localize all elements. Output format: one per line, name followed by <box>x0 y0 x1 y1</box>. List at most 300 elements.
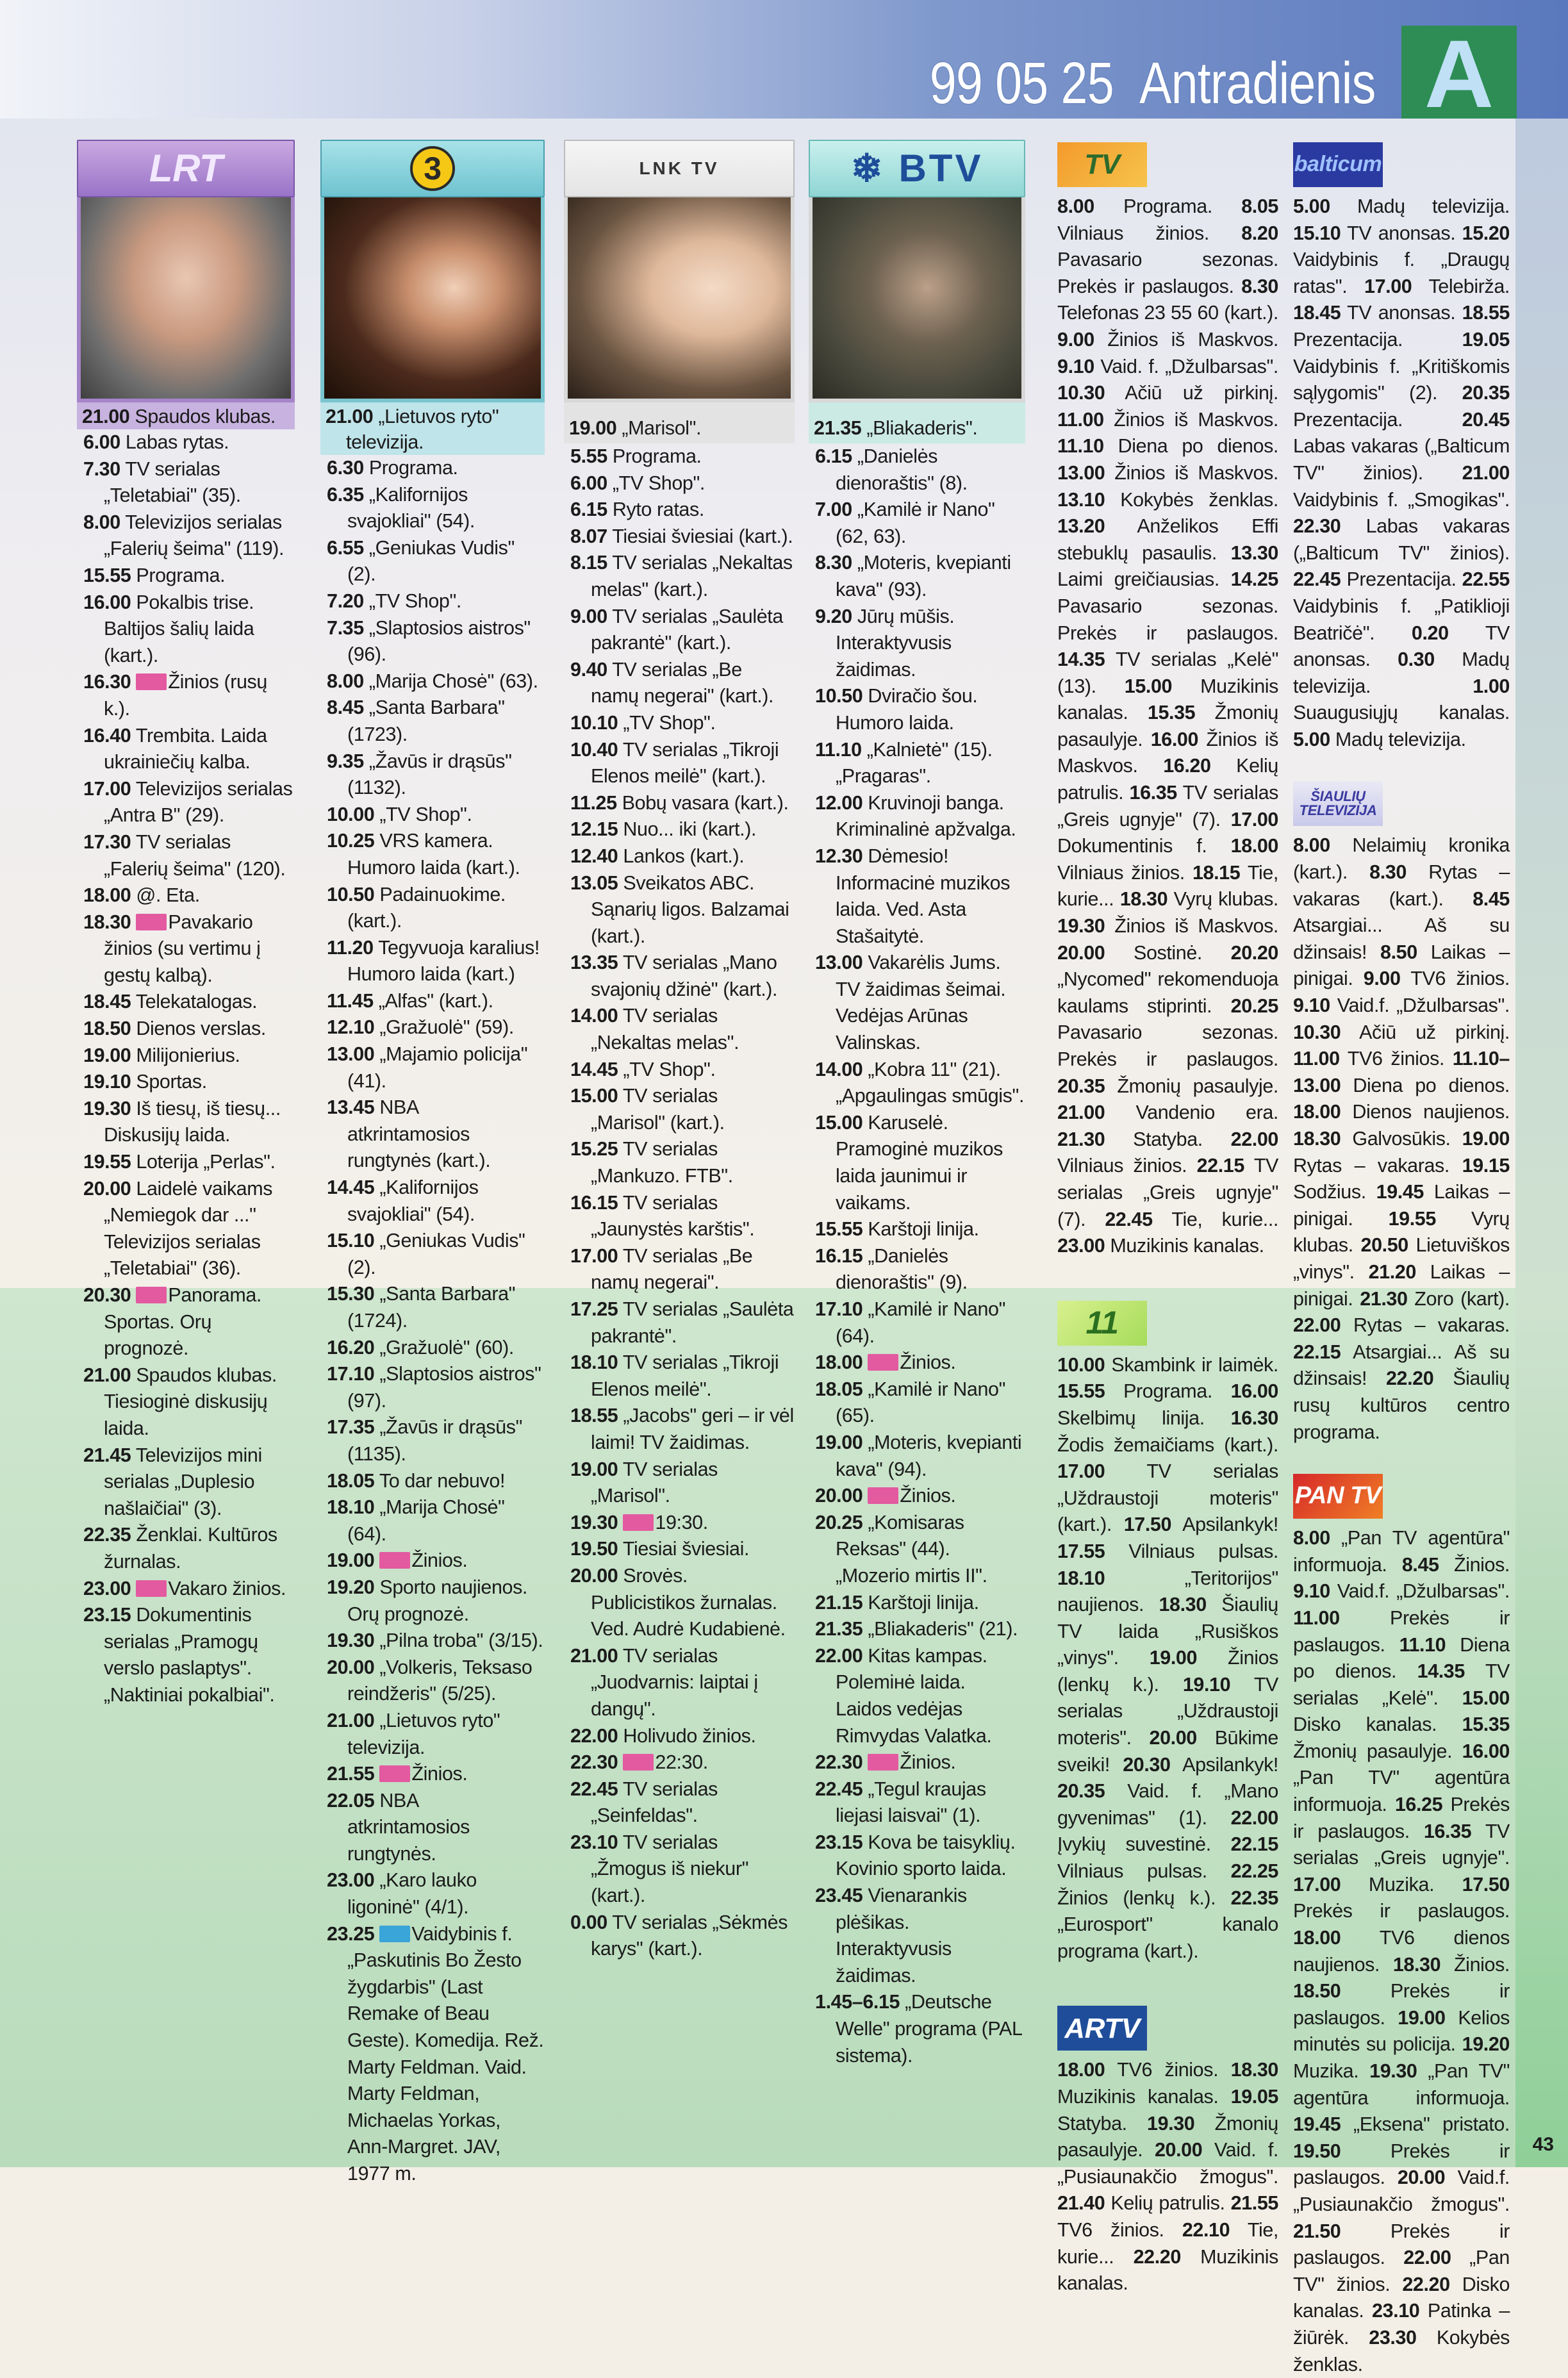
program-entry <box>327 1175 545 1228</box>
program-entry <box>83 829 295 882</box>
program-time: 19.30 <box>327 1630 375 1652</box>
program-time: 21.00 <box>82 406 130 427</box>
lnk-feature <box>564 402 795 443</box>
program-time: 23.15 <box>83 1604 131 1626</box>
program-entry <box>570 790 795 817</box>
program-entry <box>327 1361 545 1414</box>
program-title: Pokalbis trise. Baltijos šalių laida (kart.). <box>104 591 254 666</box>
program-time: 6.15 <box>570 499 607 521</box>
program-entry <box>815 1510 1025 1590</box>
program-time: 16.00 <box>83 591 131 613</box>
program-entry <box>815 1057 1025 1110</box>
program-time: 8.45 <box>327 697 364 719</box>
lrt-feature <box>77 402 295 429</box>
program-entry <box>815 1243 1025 1296</box>
program-entry <box>570 470 795 497</box>
program-title: „Deutsche Welle" programa (PAL sistema). <box>836 1991 1022 2067</box>
program-title: Žinios (rusų k.). <box>104 671 267 720</box>
program-time: 9.35 <box>327 750 364 772</box>
program-entry <box>570 710 795 737</box>
program-title: Spaudos klubas. <box>135 406 276 427</box>
program-time: 16.15 <box>815 1244 863 1267</box>
program-entry <box>327 988 545 1015</box>
program-entry <box>570 1350 795 1403</box>
program-entry <box>327 1628 545 1655</box>
program-title: Spaudos klubas. Tiesioginė diskusijų laida. <box>104 1364 277 1439</box>
program-time: 11.10 <box>815 738 862 761</box>
program-entry <box>570 1563 795 1643</box>
program-entry <box>83 1149 295 1176</box>
program-title: „TV Shop". <box>612 472 705 494</box>
program-time: 22.05 <box>327 1789 375 1812</box>
program-entry <box>570 1457 795 1510</box>
program-entry <box>815 790 1025 843</box>
program-entry <box>570 737 795 790</box>
program-entry <box>327 1335 545 1362</box>
program-title: Trembita. Laida ukrainiečių kalba. <box>104 724 267 773</box>
program-entry <box>83 909 295 989</box>
program-time: 15.30 <box>327 1283 375 1305</box>
program-entry <box>570 657 795 710</box>
artv-schedule: 18.00 TV6 žinios. 18.30 Muzikinis kanalas. 19.05 Statyba. 19.30 Žmonių pasaulyje. 20.00 Vaid. f. „Pusiaunakčio žmogus". 21.40 Kelių patrulis. 21.55 TV6 žinios. 22.10 Tie, kurie... 22.20 Muzikinis kanalas. <box>1057 2059 1278 2295</box>
program-title: 19:30. <box>655 1511 708 1533</box>
program-entry <box>815 1590 1025 1617</box>
program-time: 10.50 <box>815 685 863 707</box>
program-entry <box>327 1014 545 1041</box>
program-title: Kitas kampas. Polemінė laida. Laidos vedėjas Rimvydas Valatka. <box>836 1644 992 1747</box>
program-title: Jūrų mūšis. Interaktyvusis žaidimas. <box>836 605 955 681</box>
page-edge-band <box>1515 0 1568 2167</box>
vilnius-tv-schedule: 8.00 Programa. 8.05 Vilniaus žinios. 8.20 Pavasario sezonas. Prekės ir paslaugos. 8.30 Telefonas 23 55 60 (kart.). 9.00 Žinios iš Maskvos. 9.10 Vaid. f. „Džulbarsas". 10.30 Ačiū už pirkinį. 11.00 Žinios iš Maskvos. 11.10 Diena po dienos. 13.00 Žinios iš Maskvos. 13.10 Kokybės ženklas. 13.20 Anželikos Effi stebuklų pasaulis. 13.30 Laimi greičiausias. 14.25 Pavasario sezonas. Prekės ir paslaugos. 14.35 TV serialas „Kelė" (13). 15.00 Muzikinis kanalas. 15.35 Žmonių pasaulyje. 16.00 Žinios iš Maskvos. 16.20 Kelių patrulis. 16.35 TV serialas „Greis ugnyje" (7). 17.00 Dokumentinis f. 18.00 Vilniaus žinios. 18.15 Tie, kurie... 18.30 Vyrų klubas. 19.30 Žinios iš Maskvos. 20.00 Sostinė. 20.20 „Nycomed" rekomenduoja kaulams stiprinti. 20.25 Pavasario sezonas. Prekės ir paslaugos. 20.35 Žmonių pasaulyje. 21.00 Vandenio era. 21.30 Statyba. 22.00 Vilniaus žinios. 22.15 TV serialas „Greis ugnyje" (7). 22.45 Tie, kurie... 23.00 Muzikinis kanalas. <box>1057 195 1279 1257</box>
channel-btv <box>809 140 1025 2069</box>
program-title: Labas rytas. <box>125 431 229 453</box>
program-title: Karštoji linija. <box>868 1218 979 1241</box>
program-time: 17.30 <box>83 830 131 853</box>
news-badge-icon <box>623 1754 654 1771</box>
program-entry <box>570 1749 795 1776</box>
program-title: Televizijos mini serialas „Duplesio našlaičiai" (3). <box>104 1444 262 1519</box>
program-entry <box>815 1216 1025 1243</box>
program-time: 19.30 <box>83 1097 131 1119</box>
program-entry <box>326 404 541 455</box>
program-title: „Geniukas Vudis" (2). <box>347 1230 525 1278</box>
program-entry <box>570 870 795 950</box>
program-entry <box>83 1602 295 1708</box>
program-entry <box>815 604 1025 684</box>
program-title: Karštoji linija. <box>868 1591 979 1614</box>
lnk-schedule <box>564 443 795 1963</box>
program-entry <box>815 1376 1025 1430</box>
program-time: 9.40 <box>570 658 607 681</box>
program-title: „TV Shop". <box>623 1058 716 1080</box>
program-title: TV serialas „Juodvarnis: laiptai į dangų". <box>591 1644 758 1720</box>
program-title: Loterija „Perlas". <box>136 1151 276 1173</box>
news-badge-icon <box>136 914 167 930</box>
program-title: TV serialas „Seinfeldas". <box>591 1778 718 1827</box>
program-time: 12.00 <box>815 791 863 814</box>
tv3-photo <box>320 197 545 402</box>
program-time: 18.05 <box>815 1378 863 1400</box>
lrt-schedule <box>77 429 295 1709</box>
program-entry <box>815 1483 1025 1510</box>
program-title: TV serialas „Nekaltas melas" (kart.). <box>591 552 793 600</box>
program-time: 11.45 <box>327 989 374 1012</box>
lnk-logo: LNK TV <box>564 140 795 197</box>
program-entry <box>83 723 295 776</box>
program-time: 22.30 <box>570 1751 618 1774</box>
program-time: 8.00 <box>327 670 364 692</box>
program-entry <box>570 1643 795 1723</box>
program-title: Vakarėlis Jums. TV žaidimas šeimai. Vedėjas Arūnas Valinskas. <box>836 952 1006 1054</box>
program-time: 21.55 <box>327 1763 375 1785</box>
program-entry <box>570 1723 795 1750</box>
program-time: 11.25 <box>570 791 617 814</box>
program-time: 13.35 <box>570 952 618 974</box>
program-title: Panorama. Sportas. Orų prognozė. <box>104 1284 262 1360</box>
program-time: 10.40 <box>570 738 618 761</box>
program-entry <box>327 1761 545 1788</box>
program-title: Bobų vasara (kart.). <box>622 791 789 814</box>
program-time: 5.55 <box>570 445 607 467</box>
program-entry <box>327 588 545 615</box>
artv-logo: ARTV <box>1057 2003 1278 2053</box>
program-title: „Lietuvos ryto" televizija. <box>347 1709 500 1758</box>
program-title: Vakaro žinios. <box>168 1577 286 1599</box>
program-time: 14.00 <box>815 1058 863 1080</box>
program-time: 19.00 <box>327 1549 375 1572</box>
program-title: Dviračio šou. Humoro laida. <box>836 685 978 734</box>
program-entry <box>814 415 1021 441</box>
program-entry <box>83 429 295 456</box>
program-time: 23.45 <box>815 1885 863 1907</box>
program-title: „Marija Chosė" (63). <box>368 670 538 692</box>
program-entry <box>815 443 1025 497</box>
program-title: „Komisaras Reksas" (44). „Mozerio mirtis II". <box>836 1511 987 1587</box>
program-time: 23.25 <box>327 1922 375 1945</box>
program-title: Programa. <box>612 445 702 467</box>
program-time: 10.50 <box>327 883 375 905</box>
program-title: „Marisol". <box>622 417 702 439</box>
program-entry <box>570 1003 795 1056</box>
program-title: TV serialas „Saulėta pakrantė". <box>591 1298 794 1347</box>
program-time: 21.00 <box>327 1709 375 1731</box>
program-entry <box>815 1643 1025 1749</box>
program-title: Programa. <box>368 457 458 479</box>
program-entry <box>570 604 795 657</box>
program-entry <box>815 737 1025 790</box>
program-title: Žinios. <box>900 1485 956 1507</box>
program-entry <box>570 1829 795 1910</box>
program-title: Televizijos serialas „Falerių šeima" (119). <box>104 511 285 560</box>
program-entry <box>83 882 295 909</box>
program-time: 18.10 <box>570 1351 618 1374</box>
program-time: 23.00 <box>83 1577 131 1599</box>
program-title: Televizijos serialas „Antra B" (29). <box>104 777 293 827</box>
program-title: Dienos verslas. <box>136 1018 266 1040</box>
program-entry <box>815 1350 1025 1376</box>
program-time: 8.00 <box>83 511 120 533</box>
program-title: @. Eta. <box>136 884 200 907</box>
program-time: 17.10 <box>815 1298 863 1320</box>
program-entry <box>327 748 545 802</box>
program-time: 22.00 <box>815 1644 863 1667</box>
program-time: 14.00 <box>570 1005 618 1027</box>
program-entry <box>327 935 545 988</box>
program-title: Ženklai. Kultūros žurnalas. <box>104 1524 277 1573</box>
program-time: 20.00 <box>815 1485 863 1507</box>
program-entry <box>327 828 545 881</box>
program-title: NBA atkrintamosios rungtynės (kart.). <box>347 1096 491 1172</box>
program-time: 10.25 <box>327 830 375 852</box>
program-title: „Alfas" (kart.). <box>378 989 493 1012</box>
film-badge-icon <box>379 1926 410 1942</box>
program-title: Nuo... iki (kart.). <box>623 818 757 841</box>
program-title: Holivudo žinios. <box>623 1724 756 1747</box>
program-entry <box>327 615 545 668</box>
program-title: TV serialas „Mankuzo. FTB". <box>591 1138 733 1187</box>
program-title: TV serialas „Marisol" (kart.). <box>591 1085 725 1134</box>
program-time: 17.00 <box>83 777 131 800</box>
program-title: VRS kamera. Humoro laida (kart.). <box>347 830 520 879</box>
program-title: TV serialas „Teletabiai" (35). <box>104 458 241 507</box>
program-title: „Moteris, kvepianti kava" (94). <box>836 1431 1022 1480</box>
program-time: 13.00 <box>327 1043 375 1066</box>
program-title: „Kamilė ir Nano" (65). <box>836 1378 1006 1427</box>
program-time: 6.55 <box>327 536 364 559</box>
news-badge-icon <box>868 1754 898 1771</box>
program-entry <box>327 1574 545 1628</box>
program-time: 8.07 <box>570 525 607 547</box>
program-entry <box>570 1776 795 1829</box>
program-title: Ryto ratas. <box>612 499 704 521</box>
program-time: 18.30 <box>83 911 131 933</box>
column-regional-2 <box>1293 140 1510 2378</box>
program-entry <box>83 669 295 722</box>
program-entry <box>327 482 545 535</box>
news-badge-icon <box>868 1487 898 1504</box>
channel-tv3 <box>320 140 545 2188</box>
program-title: Pavakario žinios (su vertimu į gestų kalbą). <box>104 911 261 986</box>
program-time: 23.10 <box>570 1831 618 1853</box>
program-entry <box>327 455 545 482</box>
program-title: Lankos (kart.). <box>623 845 745 867</box>
program-title: „Kamilė ir Nano" (62, 63). <box>836 499 995 547</box>
program-entry <box>570 550 795 603</box>
btv-photo <box>809 197 1025 402</box>
program-entry <box>327 1281 545 1334</box>
program-entry <box>83 563 295 590</box>
tv11-logo: 11 <box>1057 1298 1278 1348</box>
program-time: 16.40 <box>83 724 131 747</box>
program-title: Telekatalogas. <box>135 991 258 1013</box>
tv11-schedule: 10.00 Skambink ir laimėk. 15.55 Programa. 16.00 Skelbimų linija. 16.30 Žodis žemaičiams (kart.). 17.00 TV serialas „Uždraustoji moteris" (kart.). 17.50 Apsilankyk! 17.55 Vilniaus pulsas. 18.10 „Teritorijos" naujienos. 18.30 Šiaulių TV laida „Rusiškos „vinys". 19.00 Žinios (lenkų k.). 19.10 TV serialas „Uždraustoji moteris". 20.00 Būkime sveiki! 20.30 Apsilankyk! 20.35 Vaid. f. „Mano gyvenimas" (1). 22.00 Įvykių suvestinė. 22.15 Vilniaus pulsas. 22.25 Žinios (lenkų k.). 22.35 „Eurosport" kanalo programa (kart.). <box>1057 1353 1278 1962</box>
program-entry <box>327 1041 545 1094</box>
program-entry <box>570 1083 795 1136</box>
program-title: „Kobra 11" (21). „Apgaulingas smūgis". <box>836 1058 1025 1107</box>
news-badge-icon <box>868 1354 898 1371</box>
program-time: 19.30 <box>570 1511 618 1533</box>
program-entry <box>83 1522 295 1575</box>
program-entry <box>83 1176 295 1282</box>
program-entry <box>83 989 295 1016</box>
program-time: 16.15 <box>570 1191 618 1214</box>
program-entry <box>83 1576 295 1603</box>
news-badge-icon <box>136 673 167 690</box>
program-time: 22.00 <box>570 1724 618 1747</box>
page-header <box>0 0 1568 128</box>
program-time: 18.05 <box>327 1469 375 1492</box>
program-entry <box>327 1228 545 1281</box>
program-title: „TV Shop". <box>379 803 472 825</box>
program-entry <box>83 1282 295 1362</box>
program-entry <box>83 1016 295 1043</box>
program-time: 14.45 <box>570 1058 618 1080</box>
tv3-feature <box>320 402 545 455</box>
program-entry <box>82 404 291 429</box>
program-time: 15.10 <box>327 1230 375 1252</box>
program-time: 12.40 <box>570 845 618 867</box>
program-title: Iš tiesų, iš tiesų... Diskusijų laida. <box>104 1097 281 1146</box>
program-title: „Santa Barbara" (1723). <box>347 697 505 745</box>
program-time: 23.15 <box>815 1831 863 1853</box>
program-title: „Pilna troba" (3/15). <box>379 1630 543 1652</box>
program-time: 15.00 <box>815 1111 863 1134</box>
program-title: Laidelė vaikams „Nemiegok dar ..." Televizijos serialas „Teletabiai" (36). <box>104 1177 273 1280</box>
program-time: 7.35 <box>327 616 364 639</box>
program-time: 17.10 <box>327 1363 375 1385</box>
program-entry <box>327 1094 545 1175</box>
program-title: 22:30. <box>655 1751 708 1774</box>
program-title: Padainuokime. (kart.). <box>347 883 506 932</box>
program-title: „Volkeris, Teksaso reindžeris" (5/25). <box>347 1656 532 1705</box>
program-title: TV serialas „Mano svajonių džinė" (kart.). <box>591 952 778 1000</box>
program-entry <box>815 1829 1025 1883</box>
program-time: 8.30 <box>815 552 852 574</box>
program-title: „Bliakaderis" (21). <box>868 1618 1018 1640</box>
program-title: Sporto naujienos. Orų prognozė. <box>347 1576 527 1625</box>
program-title: „Slaptosios aistros" (97). <box>347 1363 541 1412</box>
program-time: 12.30 <box>815 845 863 867</box>
tv3-schedule <box>320 455 545 2188</box>
program-time: 7.00 <box>815 499 852 521</box>
btv-logo: ❄ BTV <box>809 140 1025 197</box>
program-entry <box>327 1414 545 1467</box>
program-entry <box>327 802 545 829</box>
program-title: TV serialas „Tikroji Elenos meilė" (kart.). <box>591 738 779 788</box>
program-time: 6.15 <box>815 445 852 467</box>
program-title: „Žavūs ir drąsūs" (1132). <box>347 750 512 799</box>
program-time: 15.00 <box>570 1085 618 1107</box>
program-time: 21.45 <box>83 1444 131 1466</box>
program-title: „Kalifornijos svajokliai" (54). <box>347 1177 479 1225</box>
program-title: Žinios. <box>411 1763 468 1785</box>
program-time: 13.45 <box>327 1096 375 1119</box>
program-time: 19.20 <box>327 1576 375 1598</box>
program-entry <box>815 950 1025 1056</box>
program-entry <box>83 776 295 829</box>
program-time: 22.45 <box>815 1778 863 1800</box>
lrt-photo <box>77 197 295 402</box>
program-time: 6.00 <box>570 472 607 494</box>
program-entry <box>815 1749 1025 1776</box>
program-time: 15.25 <box>570 1138 618 1160</box>
program-entry <box>83 509 295 563</box>
program-time: 13.00 <box>815 952 863 974</box>
program-entry <box>815 843 1025 950</box>
program-title: TV serialas „Nekaltas melas". <box>591 1005 739 1054</box>
program-entry <box>570 816 795 843</box>
program-title: „Kamilė ir Nano" (64). <box>836 1298 1006 1347</box>
program-entry <box>83 456 295 509</box>
program-title: Žinios. <box>900 1351 956 1374</box>
program-time: 21.00 <box>83 1364 131 1386</box>
program-title: Žinios. <box>411 1549 468 1572</box>
program-title: TV serialas „Falerių šeima" (120). <box>104 830 286 880</box>
program-time: 6.30 <box>327 457 364 479</box>
program-entry <box>570 1510 795 1537</box>
program-entry <box>570 950 795 1003</box>
column-regional-1 <box>1057 140 1278 2297</box>
program-entry <box>83 1043 295 1069</box>
program-title: „Žavūs ir drąsūs" (1135). <box>347 1416 523 1465</box>
page-number: 43 <box>1532 2134 1554 2155</box>
program-time: 19.00 <box>815 1431 863 1453</box>
news-badge-icon <box>623 1514 654 1531</box>
program-time: 9.20 <box>815 605 852 627</box>
program-title: „Kalnietė" (15). „Pragaras". <box>836 738 993 788</box>
program-title: „Bliakaderis". <box>866 417 978 439</box>
program-time: 19.00 <box>570 1458 618 1480</box>
program-entry <box>815 497 1025 550</box>
program-time: 11.20 <box>327 936 374 959</box>
program-time: 10.10 <box>570 711 618 734</box>
program-entry <box>815 1110 1025 1216</box>
program-title: Vienarankis plėšikas. Interaktyvusis žaidimas. <box>836 1885 967 1986</box>
program-time: 10.00 <box>327 803 375 825</box>
program-title: Kova be taisyklių. Kovinio sporto laida. <box>836 1831 1016 1880</box>
program-entry <box>327 1788 545 1868</box>
program-entry <box>83 1096 295 1149</box>
news-badge-icon <box>379 1552 410 1569</box>
pan-tv-logo: PAN TV <box>1293 1471 1510 1521</box>
program-time: 9.00 <box>570 605 607 627</box>
program-entry <box>570 1136 795 1189</box>
program-title: „TV Shop". <box>368 590 461 612</box>
program-entry <box>569 415 791 441</box>
snowflake-icon: ❄ <box>850 147 886 190</box>
program-title: „Gražuolė" (60). <box>379 1336 514 1358</box>
program-entry <box>570 524 795 550</box>
program-entry <box>327 1921 545 2188</box>
program-time: 0.00 <box>570 1911 607 1933</box>
program-time: 21.15 <box>815 1591 863 1614</box>
vilnius-tv-logo: TV <box>1057 140 1278 190</box>
news-badge-icon <box>136 1580 167 1597</box>
program-entry <box>815 1616 1025 1643</box>
program-time: 19.00 <box>569 417 617 439</box>
program-entry <box>815 1776 1025 1829</box>
program-title: „Santa Barbara" (1724). <box>347 1283 516 1332</box>
program-time: 20.25 <box>815 1511 863 1533</box>
program-entry <box>327 535 545 588</box>
program-time: 17.25 <box>570 1298 618 1320</box>
program-entry <box>327 695 545 748</box>
program-title: Žinios. <box>900 1751 956 1774</box>
program-title: „Karo lauko ligoninė" (4/1). <box>347 1869 477 1919</box>
program-title: Vaidybinis f. „Paskutinis Bo Žesto žygdarbis" (Last Remake of Beau Geste). Komedija. Rež. Marty Feldman. Vaid. Marty Feldman, Michaelas Yorkas, Ann-Margret. JAV, 1977 m. <box>347 1922 544 2184</box>
program-time: 12.10 <box>327 1016 375 1039</box>
program-title: Sveikatos ABC. Sąnarių ligos. Balzamai (kart.). <box>591 871 789 947</box>
